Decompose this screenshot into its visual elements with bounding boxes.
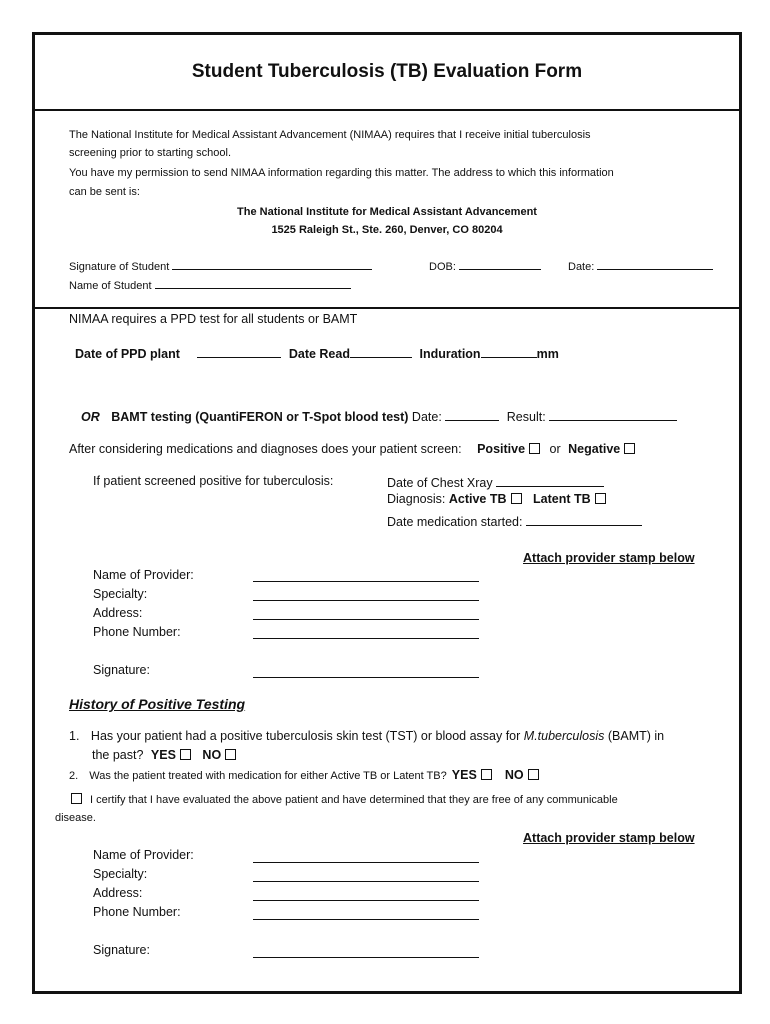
q1-yes-checkbox[interactable] — [180, 749, 191, 760]
consent-line-3: You have my permission to send NIMAA information regarding this matter. The address to which this information — [69, 167, 614, 179]
provider1-address-label: Address: — [93, 606, 143, 620]
history-heading: History of Positive Testing — [69, 696, 246, 712]
certify-checkbox[interactable] — [71, 793, 82, 804]
med-started-field[interactable] — [387, 513, 642, 529]
q1-line1 — [69, 729, 664, 743]
q1-line2-text: the past? — [92, 748, 144, 762]
certify-line-2: disease. — [55, 812, 96, 824]
bamt-label: BAMT testing (QuantiFERON or T-Spot blood test) — [111, 410, 409, 424]
provider1-specialty-line[interactable] — [253, 600, 479, 601]
provider2-signature-label: Signature: — [93, 943, 150, 957]
q2-num: 2. — [69, 770, 79, 782]
bamt-result-line[interactable] — [549, 408, 677, 421]
latent-tb-checkbox[interactable] — [595, 493, 606, 504]
negative-label: Negative — [568, 442, 621, 456]
q2-no-label: NO — [504, 768, 524, 782]
positive-label: Positive — [477, 442, 526, 456]
chest-xray-line[interactable] — [496, 474, 604, 487]
q2-text: Was the patient treated with medication for either Active TB or Latent TB? — [89, 770, 447, 782]
q1-italic: M.tuberculosis — [523, 729, 605, 743]
dob-field[interactable] — [429, 257, 541, 276]
provider2-address-line[interactable] — [253, 900, 479, 901]
provider1-specialty-label: Specialty: — [93, 587, 148, 601]
screen-or: or — [549, 442, 561, 456]
q1-line2 — [92, 748, 236, 762]
provider2-specialty-label: Specialty: — [93, 867, 148, 881]
provider2-stamp-label: Attach provider stamp below — [523, 831, 695, 845]
provider2-phone-label: Phone Number: — [93, 905, 181, 919]
q2-yes-checkbox[interactable] — [481, 769, 492, 780]
active-tb-checkbox[interactable] — [511, 493, 522, 504]
bamt-date-label: Date: — [411, 410, 442, 424]
med-started-line[interactable] — [526, 513, 642, 526]
positive-checkbox[interactable] — [529, 443, 540, 454]
ppd-intro: NIMAA requires a PPD test for all students or BAMT — [69, 312, 358, 326]
bamt-result-label: Result: — [506, 410, 546, 424]
consent-date-line[interactable] — [597, 257, 713, 270]
q1-no-checkbox[interactable] — [225, 749, 236, 760]
date-read-line[interactable] — [350, 345, 412, 358]
negative-checkbox[interactable] — [624, 443, 635, 454]
consent-line-1: The National Institute for Medical Assistant Advancement (NIMAA) requires that I receive initial tuberculosis — [69, 129, 591, 141]
provider2-specialty-line[interactable] — [253, 881, 479, 882]
org-name: The National Institute for Medical Assistant Advancement — [237, 206, 537, 218]
mm-label: mm — [536, 347, 559, 361]
bamt-row — [81, 408, 677, 424]
certify-text-1: I certify that I have evaluated the above patient and have determined that they are free of any communicable — [90, 794, 618, 806]
form-frame — [32, 32, 742, 994]
med-started-label: Date medication started: — [387, 515, 523, 529]
provider2-name-line[interactable] — [253, 862, 479, 863]
provider2-name-label: Name of Provider: — [93, 848, 194, 862]
provider1-name-line[interactable] — [253, 581, 479, 582]
q1-num: 1. — [69, 729, 80, 743]
induration-line[interactable] — [481, 345, 537, 358]
provider1-phone-label: Phone Number: — [93, 625, 181, 639]
ppd-row — [75, 345, 559, 361]
provider2-signature-line[interactable] — [253, 957, 479, 958]
provider1-name-label: Name of Provider: — [93, 568, 194, 582]
q2-line — [69, 766, 539, 785]
provider2-address-label: Address: — [93, 886, 143, 900]
student-signature-label: Signature of Student — [69, 261, 170, 273]
date-read-label: Date Read — [288, 347, 350, 361]
consent-line-2: screening prior to starting school. — [69, 147, 232, 159]
org-address: 1525 Raleigh St., Ste. 260, Denver, CO 80204 — [271, 224, 503, 236]
q1-text-a: Has your patient had a positive tuberculosis skin test (TST) or blood assay for — [90, 729, 521, 743]
student-name-field[interactable] — [69, 276, 351, 295]
q1-yes-label: YES — [150, 748, 176, 762]
form-title: Student Tuberculosis (TB) Evaluation Form — [191, 61, 583, 82]
or-label: OR — [81, 410, 100, 424]
consent-date-field[interactable] — [568, 257, 713, 276]
provider1-phone-line[interactable] — [253, 638, 479, 639]
chest-xray-field[interactable] — [387, 474, 604, 490]
dob-line[interactable] — [459, 257, 541, 270]
student-name-label: Name of Student — [69, 280, 152, 292]
ppd-plant-line[interactable] — [197, 345, 281, 358]
provider1-address-line[interactable] — [253, 619, 479, 620]
ppd-plant-label: Date of PPD plant — [75, 347, 180, 361]
q1-no-label: NO — [202, 748, 222, 762]
student-signature-line[interactable] — [172, 257, 372, 270]
screen-row — [69, 442, 635, 456]
consent-line-4: can be sent is: — [69, 186, 140, 198]
diagnosis-label: Diagnosis: — [387, 492, 446, 506]
title-box — [35, 35, 739, 111]
consent-date-label: Date: — [568, 261, 595, 273]
screen-question: After considering medications and diagnoses does your patient screen: — [69, 442, 462, 456]
bamt-date-line[interactable] — [445, 408, 499, 421]
active-tb-label: Active TB — [448, 492, 507, 506]
provider2-phone-line[interactable] — [253, 919, 479, 920]
latent-tb-label: Latent TB — [533, 492, 591, 506]
provider1-signature-label: Signature: — [93, 663, 150, 677]
student-signature-field[interactable] — [69, 257, 372, 276]
provider1-signature-line[interactable] — [253, 677, 479, 678]
diagnosis-row — [387, 492, 606, 506]
induration-label: Induration — [419, 347, 481, 361]
q1-text-b: (BAMT) in — [607, 729, 665, 743]
q2-no-checkbox[interactable] — [528, 769, 539, 780]
dob-label: DOB: — [429, 261, 456, 273]
consent-section — [35, 111, 739, 309]
chest-xray-label: Date of Chest Xray — [387, 476, 493, 490]
provider1-stamp-label: Attach provider stamp below — [523, 551, 695, 565]
q2-yes-label: YES — [451, 768, 477, 782]
positive-intro: If patient screened positive for tuberculosis: — [93, 474, 334, 488]
certify-line-1 — [71, 791, 618, 809]
student-name-line[interactable] — [155, 276, 351, 289]
